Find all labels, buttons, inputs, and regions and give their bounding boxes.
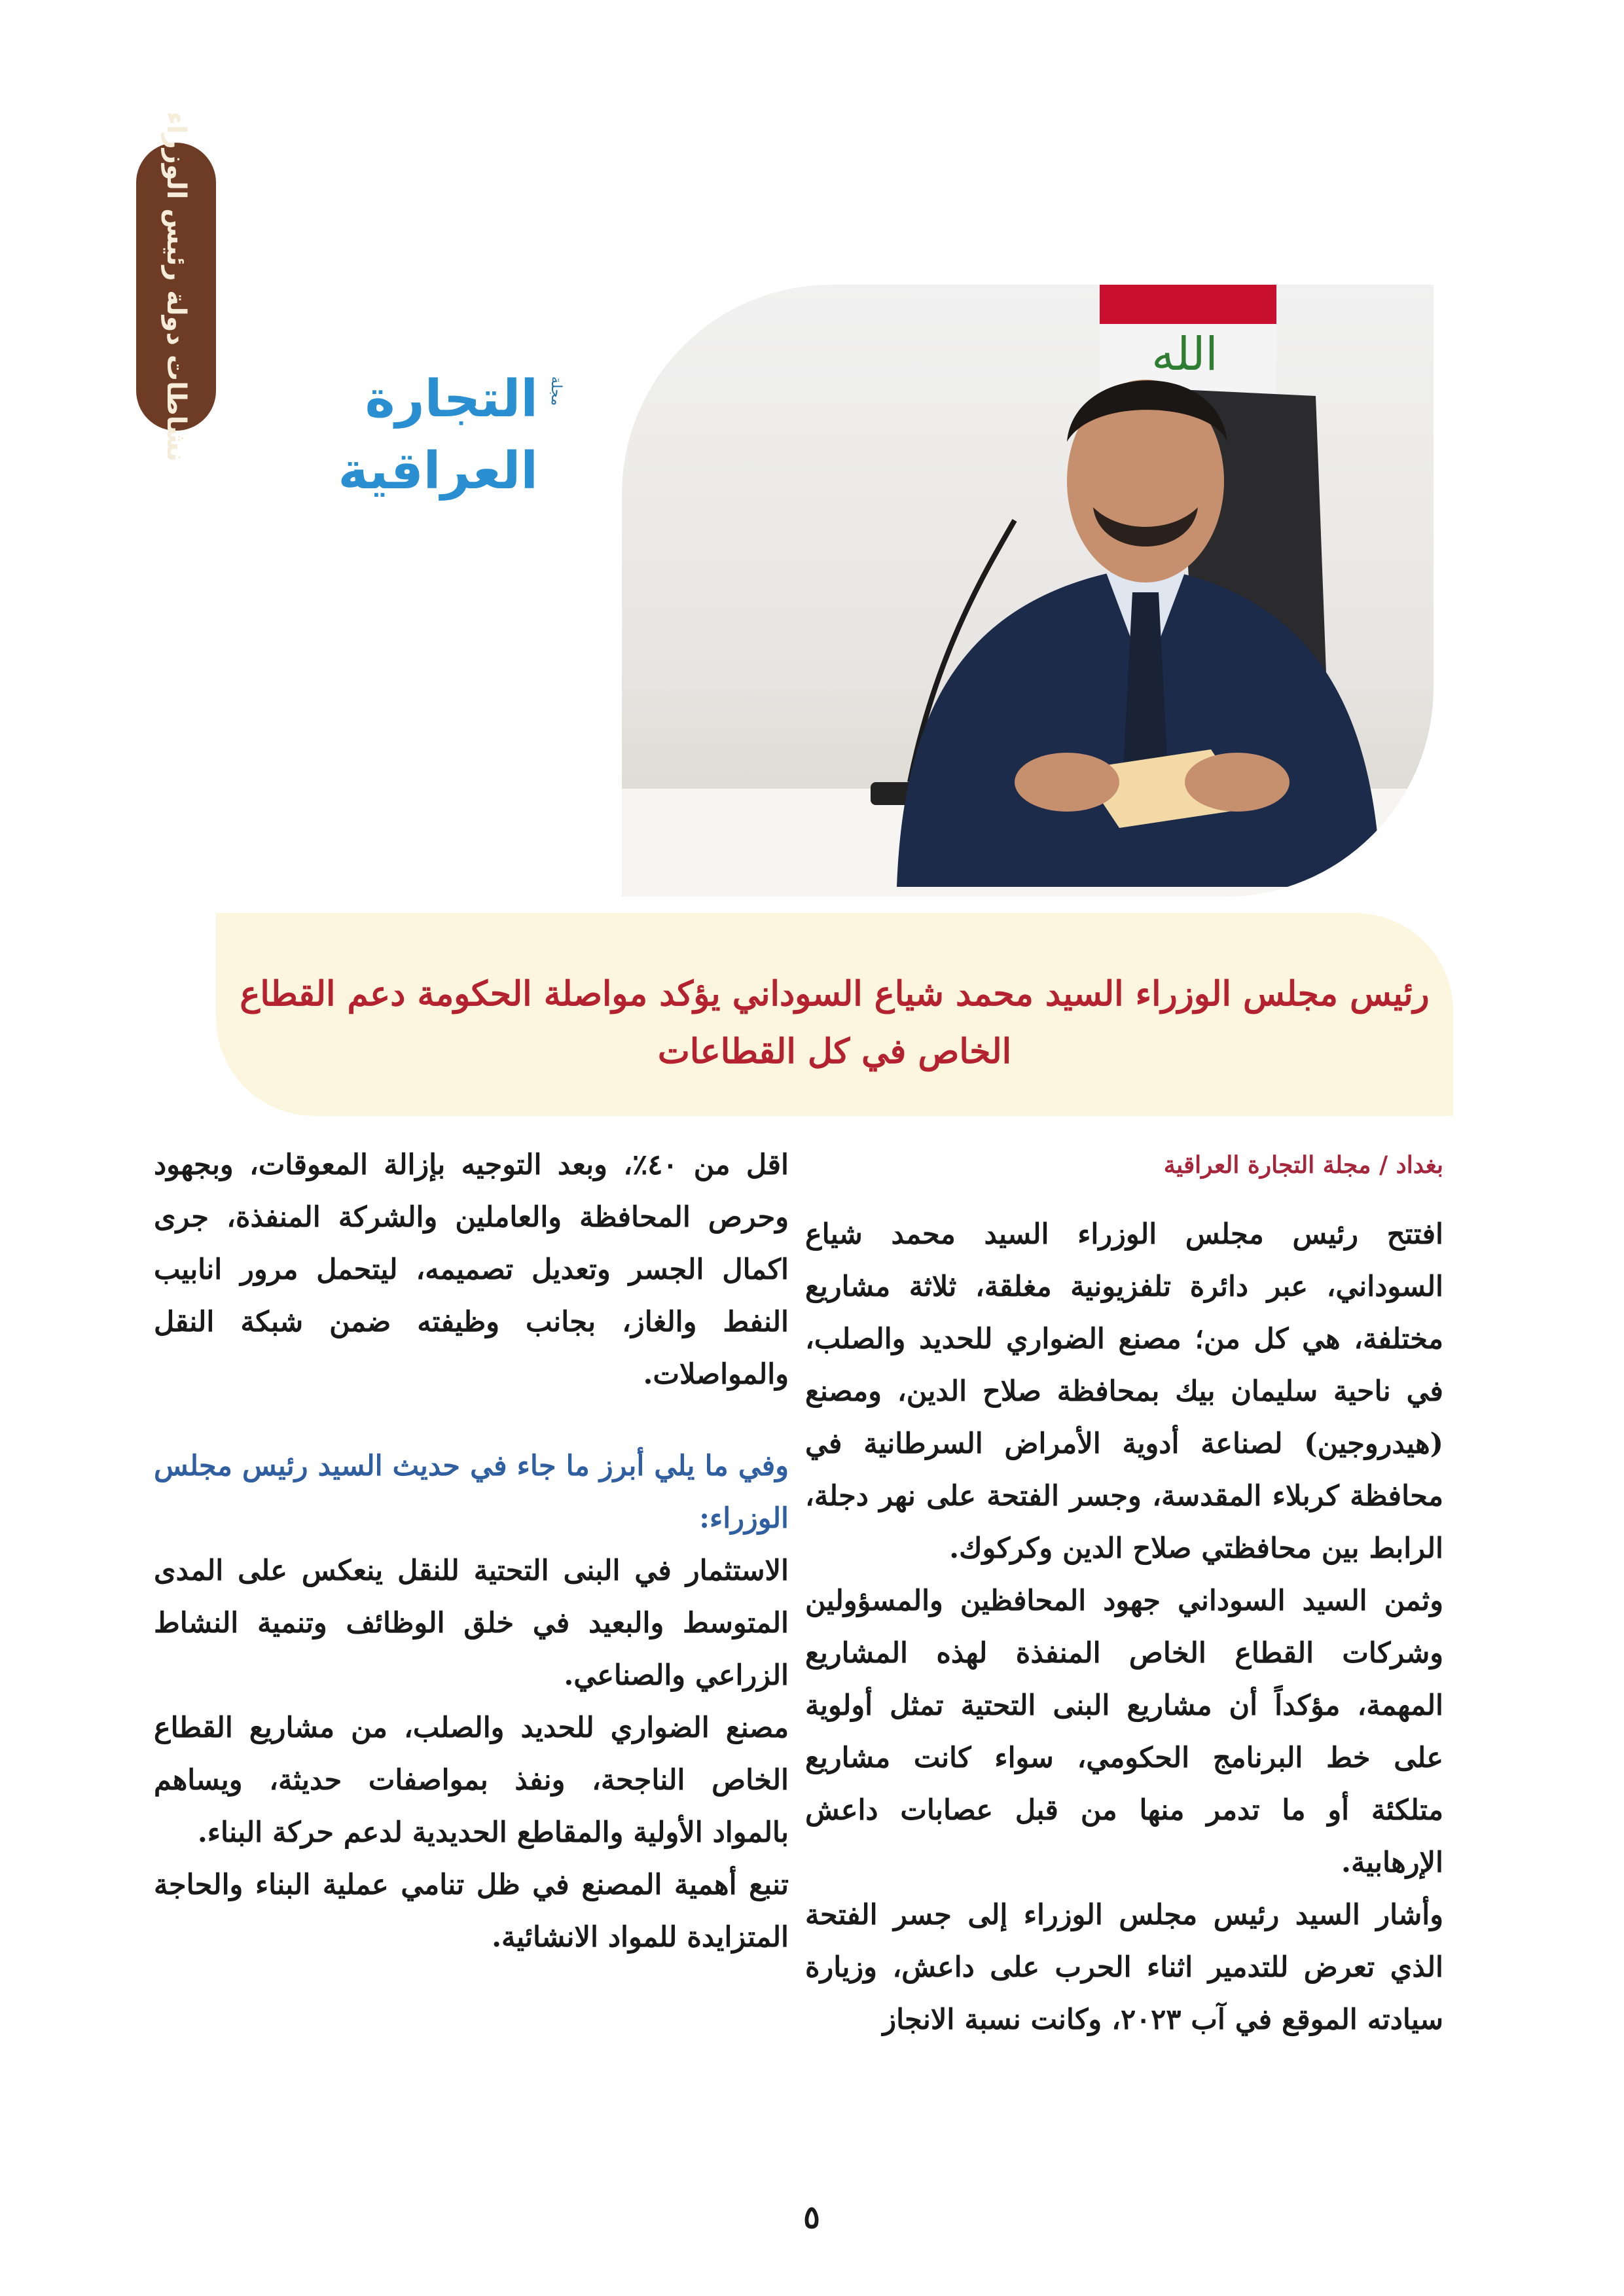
headline-box — [216, 913, 1453, 1116]
section-tab — [136, 111, 216, 462]
list-item: مصنع الضواري للحديد والصلب، من مشاريع القطاع الخاص الناجحة، ونفذ بمواصفات حديثة، ويساهم بالمواد الأولية والمقاطع الحديدية لدعم حركة البناء. — [154, 1712, 789, 1849]
section-tab-label: نشاطات دولة رئيس الوزراء — [161, 111, 191, 462]
paragraph: وثمن السيد السوداني جهود المحافظين والمسؤولين وشركات القطاع الخاص المنفذة لهذه المشاريع المهمة، مؤكداً أن مشاريع البنى التحتية تمثل أولوية على خط البرنامج الحكومي، سواء كانت مشاريع متلكئة أو ما تدمر منها من قبل عصابات داعش الإرهابية. — [805, 1585, 1443, 1879]
byline: بغداد / مجلة التجارة العراقية — [1163, 1151, 1443, 1179]
paragraph: اقل من ٤٠٪، وبعد التوجيه بإزالة المعوقات، وبجهود وحرص المحافظة والعاملين والشركة المنفذة، جرى اكمال الجسر وتعديل تصميمه، ليتحمل مرور انابيب النفط والغاز، بجانب وظيفته ضمن شبكة النقل والمواصلات. — [154, 1149, 789, 1391]
list-item: الاستثمار في البنى التحتية للنقل ينعكس على المدى المتوسط والبعيد في خلق الوظائف وتنمية النشاط الزراعي والصناعي. — [154, 1554, 789, 1692]
article-column-left — [154, 1139, 789, 1964]
article-column-right — [805, 1139, 1443, 2046]
photo-illustration — [622, 285, 1434, 897]
svg-text:الله: الله — [1151, 327, 1218, 381]
list-item: تنبع أهمية المصنع في ظل تنامي عملية البناء والحاجة المتزايدة للمواد الانشائية. — [154, 1869, 789, 1954]
paragraph: وأشار السيد رئيس مجلس الوزراء إلى جسر الفتحة الذي تعرض للتدمير اثناء الحرب على داعش، وزيارة سيادته الموقع في آب ٢٠٢٣، وكانت نسبة الانجاز — [805, 1899, 1443, 2036]
article-headline: رئيس مجلس الوزراء السيد محمد شياع السوداني يؤكد مواصلة الحكومة دعم القطاع الخاص في كل القطاعات — [240, 974, 1430, 1071]
logo-main-text: التجارة العراقية — [338, 370, 538, 501]
prime-minister-photo — [622, 285, 1434, 897]
logo-small-text: مجلة — [548, 376, 564, 406]
paragraph: افتتح رئيس مجلس الوزراء السيد محمد شياع السوداني، عبر دائرة تلفزيونية مغلقة، ثلاثة مشاريع مختلفة، هي كل من؛ مصنع الضواري للحديد والصلب، في ناحية سليمان بيك بمحافظة صلاح الدين، ومصنع (هيدروجين) لصناعة أدوية الأمراض السرطانية في محافظة كربلاء المقدسة، وجسر الفتحة على نهر دجلة، الرابط بين محافظتي صلاح الدين وكركوك. — [805, 1218, 1443, 1565]
magazine-logo — [230, 363, 564, 501]
page-number: ٥ — [803, 2199, 820, 2236]
section-subhead: وفي ما يلي أبرز ما جاء في حديث السيد رئيس مجلس الوزراء: — [154, 1450, 789, 1535]
